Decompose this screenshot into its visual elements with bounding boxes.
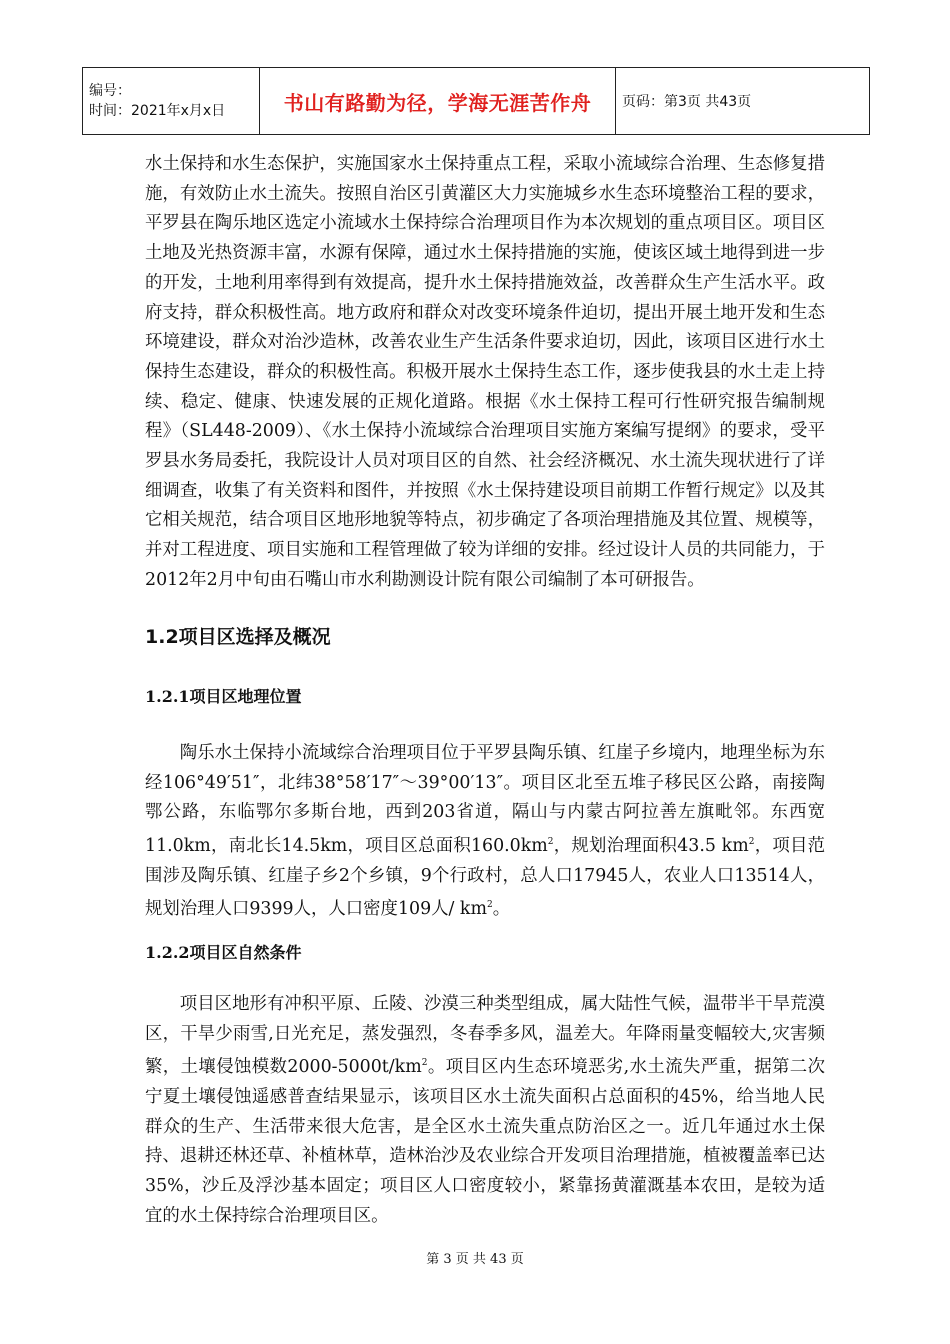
body-content — [145, 150, 825, 596]
superscript-2: 2 — [421, 1058, 428, 1069]
header-table — [82, 67, 870, 135]
header-page-info: 页码：第3页 共43页 — [616, 68, 870, 135]
nature-text-1: 项目区地形有冲积平原、丘陵、沙漠三种类型组成，属大陆性气候，温带半干旱荒漠区，干旱少雨雪,日光充足，蒸发强烈，冬春季多风，温差大。年降雨量变幅较大,灾害频繁，土壤侵蚀模数2000-5000t/km — [145, 994, 825, 1078]
nature-text-2: 。项目区内生态环境恶劣,水土流失严重，据第二次宁夏土壤侵蚀遥感普查结果显示，该项目区水土流失面积占总面积的45%，给当地人民群众的生产、生活带来很大危害，是全区水土流失重点防治区之一。近几年通过水土保持、退耕还林还草、补植林草，造林治沙及农业综合开发项目治理措施，植被覆盖率已达35%，沙丘及浮沙基本固定；项目区人口密度较小，紧靠扬黄灌溉基本农田，是较为适宜的水土保持综合治理项目区。 — [145, 1057, 825, 1226]
section-heading: 1.2项目区选择及概况 — [145, 626, 331, 648]
location-text-1: 陶乐水土保持小流域综合治理项目位于平罗县陶乐镇、红崖子乡境内，地理坐标为东经106°49′51″，北纬38°58′17″～39°00′13″。项目区北至五堆子移民区公路，南接陶鄂公路，东临鄂尔多斯台地，西到203省道，隔山与内蒙古阿拉善左旗毗邻。东西宽11.0km，南北长14.5km，项目区总面积160.0km — [145, 743, 825, 856]
document-number-label: 编号： — [89, 83, 131, 99]
location-paragraph — [145, 739, 825, 925]
intro-paragraph: 水土保持和水生态保护，实施国家水土保持重点工程，采取小流域综合治理、生态修复措施，有效防止水土流失。按照自治区引黄灌区大力实施城乡水生态环境整治工程的要求，平罗县在陶乐地区选定小流域水土保持综合治理项目作为本次规划的重点项目区。项目区土地及光热资源丰富，水源有保障，通过水土保持措施的实施，使该区域土地得到进一步的开发，土地利用率得到有效提高，提升水土保持措施效益，改善群众生产生活水平。政府支持，群众积极性高。地方政府和群众对改变环境条件迫切，提出开展土地开发和生态环境建设，群众对治沙造林，改善农业生产生活条件要求迫切，因此，该项目区进行水土保持生态建设，群众的积极性高。积极开展水土保持生态工作，逐步使我县的水土走上持续、稳定、健康、快速发展的正规化道路。根据《水土保持工程可行性研究报告编制规程》（SL448-2009）、《水土保持小流域综合治理项目实施方案编写提纲》的要求，受平罗县水务局委托，我院设计人员对项目区的自然、社会经济概况、水土流失现状进行了详细调查，收集了有关资料和图件，并按照《水土保持建设项目前期工作暂行规定》以及其它相关规范，结合项目区地形地貌等特点，初步确定了各项治理措施及其位置、规模等，并对工程进度、项目实施和工程管理做了较为详细的安排。经过设计人员的共同能力，于2012年2月中旬由石嘴山市水利勘测设计院有限公司编制了本可研报告。 — [145, 154, 825, 590]
page-footer: 第 3 页 共 43 页 — [426, 1252, 524, 1267]
location-text-4: 。 — [492, 899, 511, 920]
header-motto: 书山有路勤为径，学海无涯苦作舟 — [260, 68, 616, 135]
superscript-2: 2 — [547, 837, 554, 848]
subsection-heading-nature: 1.2.2项目区自然条件 — [145, 943, 302, 962]
location-text-2: ，规划治理面积43.5 km — [553, 835, 749, 856]
superscript-2: 2 — [748, 837, 755, 848]
subsection-heading-location: 1.2.1项目区地理位置 — [145, 687, 302, 706]
superscript-2: 2 — [486, 900, 493, 911]
document-date: 时间：2021年x月x日 — [89, 103, 226, 119]
nature-paragraph — [145, 990, 825, 1231]
header-meta — [83, 68, 260, 135]
location-text-3: ，项目范围涉及陶乐镇、红崖子乡2个乡镇，9个行政村，总人口17945人，农业人口13514人，规划治理人口9399人，人口密度109人/ km — [145, 835, 825, 920]
